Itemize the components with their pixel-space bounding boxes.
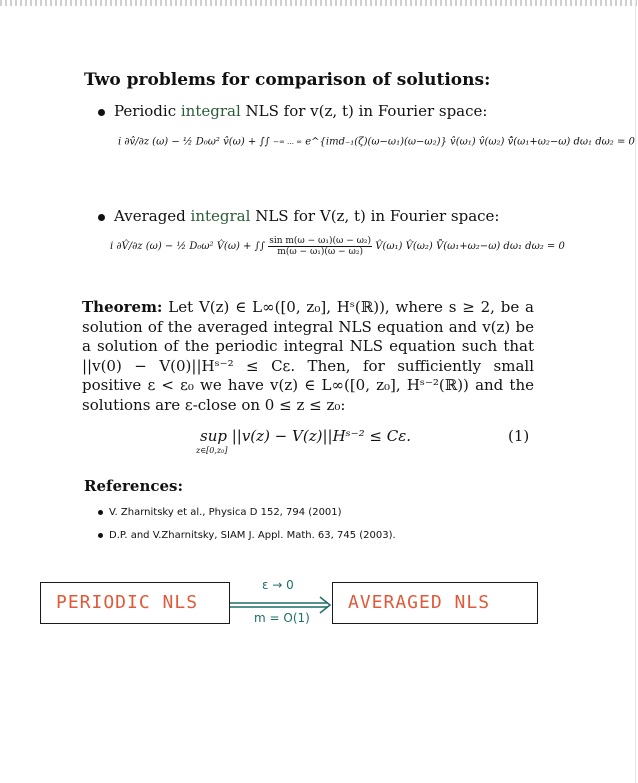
eq-averaged-integrand: V̂(ω₁) V̂(ω₂) V̂̄(ω₁+ω₂−ω) dω₁ dω₂ = 0 bbox=[375, 241, 565, 252]
reference-item bbox=[98, 507, 342, 518]
theorem-label: Theorem: bbox=[82, 298, 163, 316]
equation-1: sup ||v(z) − V(z)||Hˢ⁻² ≤ Cε. bbox=[200, 427, 412, 445]
reference-text: D.P. and V.Zharnitsky, SIAM J. Appl. Math. 63, 745 (2003). bbox=[109, 530, 396, 541]
references-heading: References: bbox=[84, 477, 184, 495]
theorem-text: Let V(z) ∈ L∞([0, z₀], Hˢ(ℝ)), where s ≥ 2, be a solution of the averaged integral NLS equation and v(z) be a solution of the periodic integral NLS equation such that ||v(0) − V(0)||Hˢ⁻² ≤ Cε. Then, for sufficiently small positive ε < ε₀ we have v(z) ∈ L∞([0, z₀], Hˢ⁻²(ℝ)) and the solutions are ε-close on 0 ≤ z ≤ z₀: bbox=[82, 298, 534, 414]
scan-border-top bbox=[0, 0, 638, 6]
equation-1-number: (1) bbox=[508, 427, 530, 445]
bullet-periodic-suffix: NLS for v(z, t) in Fourier space: bbox=[240, 102, 488, 120]
equation-averaged bbox=[110, 236, 565, 257]
arrow-label-epsilon: ε → 0 bbox=[262, 578, 294, 592]
bullet-dot-icon bbox=[98, 109, 105, 116]
bullet-averaged-highlight: integral bbox=[190, 207, 251, 225]
section-heading: Two problems for comparison of solutions: bbox=[84, 70, 491, 90]
periodic-nls-label: PERIODIC NLS bbox=[56, 592, 199, 613]
bullet-averaged-suffix: NLS for V(z, t) in Fourier space: bbox=[250, 207, 500, 225]
scan-border-right bbox=[635, 0, 636, 783]
eq-averaged-fraction bbox=[268, 236, 372, 257]
eq-periodic-integrand: e^{imd₋₁(ζ)(ω−ω₁)(ω−ω₂)} v̂(ω₁) v̂(ω₂) v̂̄(ω₁+ω₂−ω) dω₁ dω₂ = 0 bbox=[305, 136, 635, 148]
averaged-nls-label: AVERAGED NLS bbox=[348, 592, 491, 613]
eq-periodic-lhs: i ∂v̂/∂z (ω) − ½ D₀ω² v̂(ω) + ∫∫ bbox=[118, 136, 270, 148]
reference-text: V. Zharnitsky et al., Physica D 152, 794 (2001) bbox=[109, 507, 342, 518]
bullet-averaged bbox=[98, 207, 500, 225]
bullet-dot-icon bbox=[98, 533, 103, 538]
eq-averaged-lhs: i ∂V̂/∂z (ω) − ½ D₀ω² V̂(ω) + ∫∫ bbox=[110, 241, 266, 252]
bullet-dot-icon bbox=[98, 214, 105, 221]
bullet-dot-icon bbox=[98, 510, 103, 515]
eq-averaged-denominator: m(ω − ω₁)(ω − ω₂) bbox=[277, 247, 363, 257]
reference-item bbox=[98, 530, 396, 541]
eq-averaged-numerator: sin m(ω − ω₁)(ω − ω₂) bbox=[269, 236, 372, 246]
bullet-periodic-prefix: Periodic bbox=[114, 102, 181, 120]
eq-periodic-limits: −∞ … ∞ bbox=[273, 138, 303, 146]
theorem-paragraph bbox=[82, 298, 534, 415]
equation-periodic bbox=[118, 130, 635, 154]
bullet-averaged-prefix: Averaged bbox=[114, 207, 191, 225]
bullet-periodic bbox=[98, 102, 487, 120]
arrow-label-m: m = O(1) bbox=[254, 611, 310, 625]
bullet-periodic-highlight: integral bbox=[180, 102, 241, 120]
equation-1-subscript: z∈[0,z₀] bbox=[196, 446, 228, 455]
